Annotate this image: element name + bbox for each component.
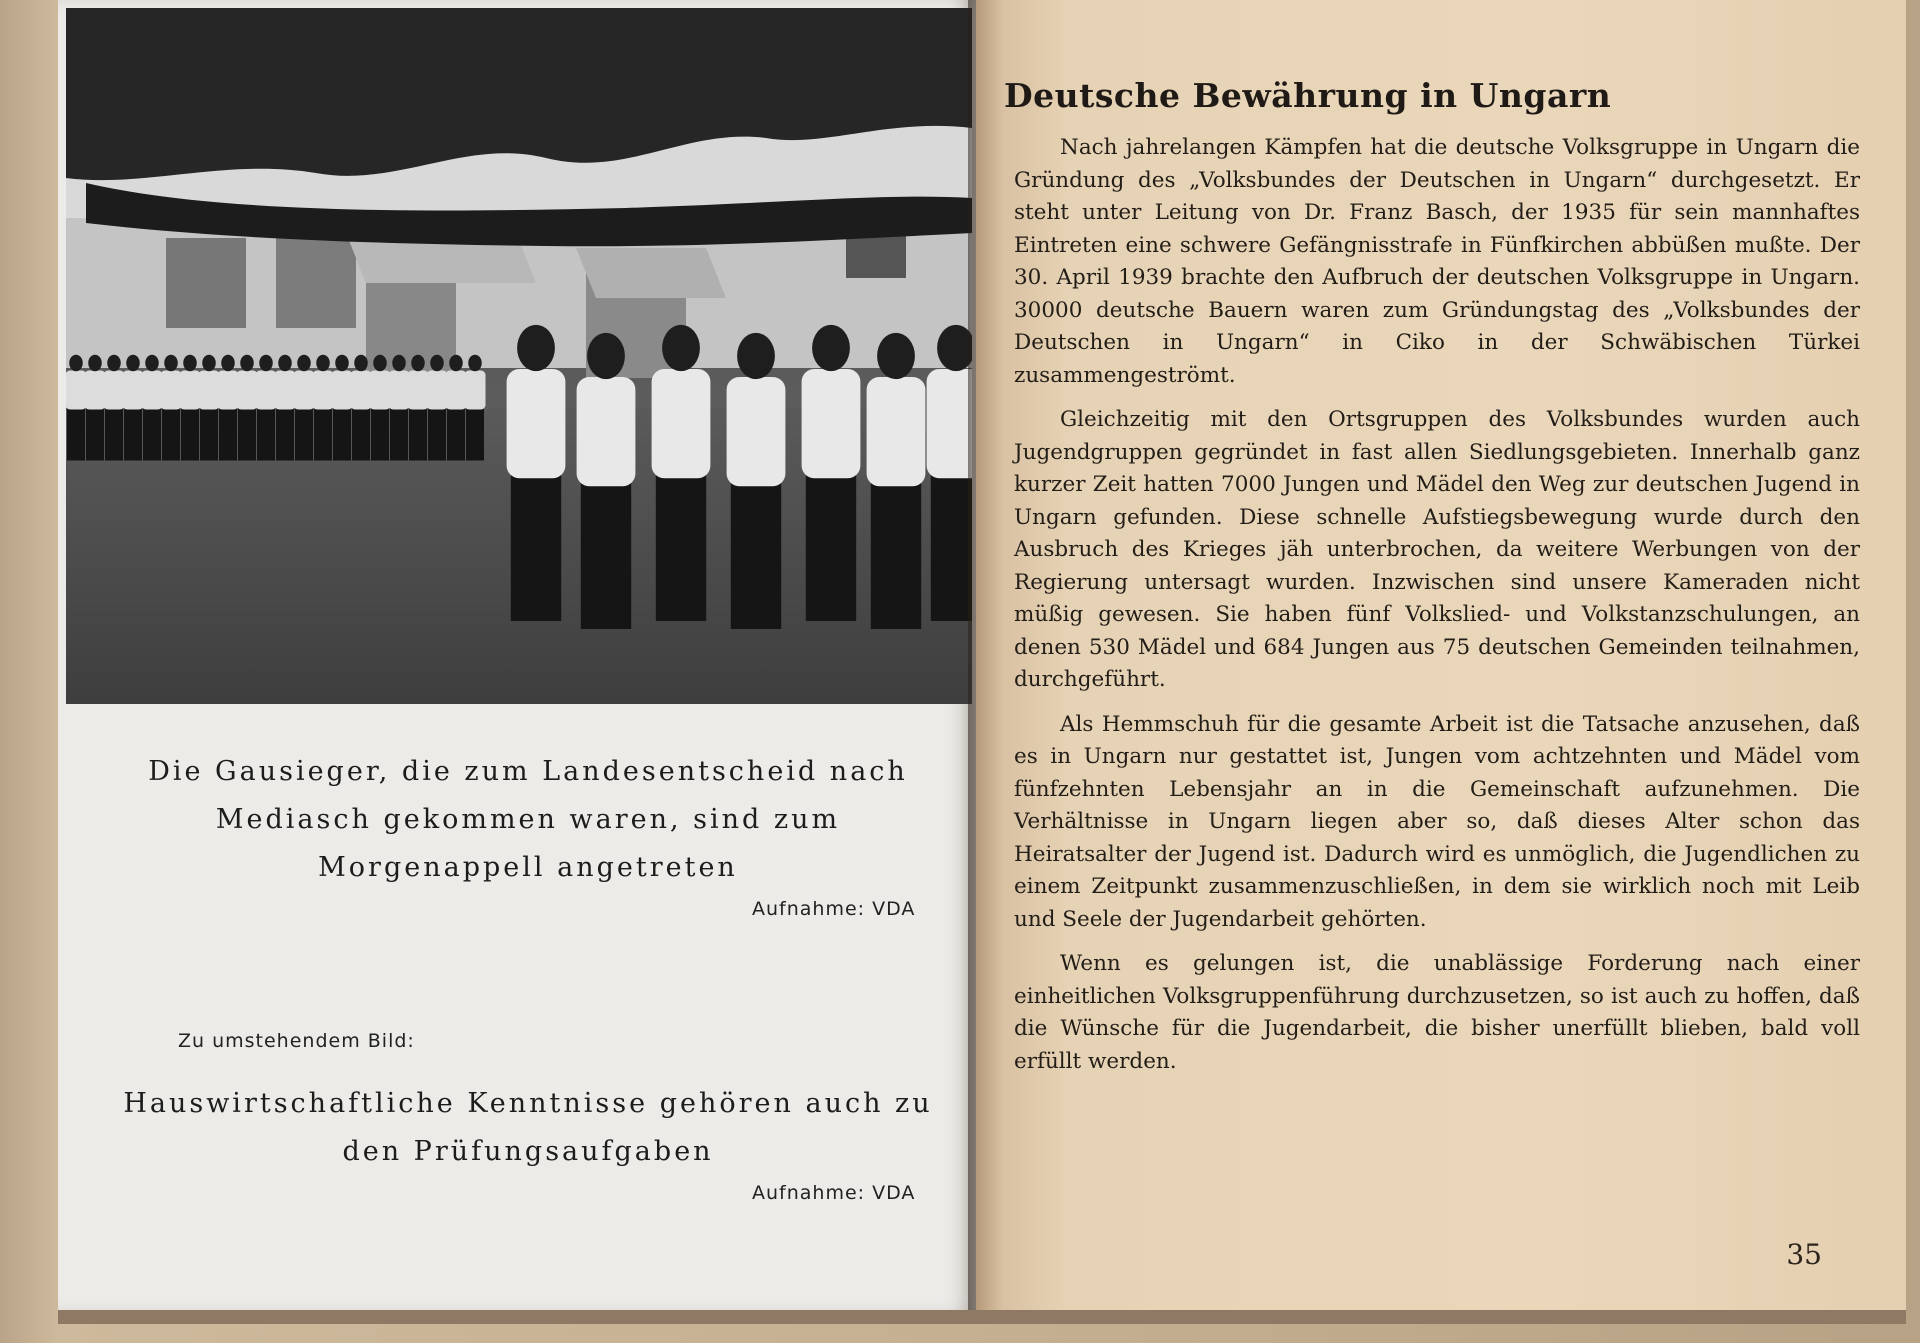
reverse-image-credit: Aufnahme: VDA <box>752 1182 916 1204</box>
reverse-image-caption: Hauswirtschaftliche Kenntnisse gehören auch zu den Prüfungsaufgaben <box>123 1088 933 1167</box>
paragraph-4: Wenn es gelungen ist, die unablässige Forderung nach einer einheitlichen Volksgruppenführung durchzusetzen, so ist auch zu hoffen, daß die Wünsche für die Jugendarbeit, die bisher unerfüllt blieben, bald voll erfüllt werden. <box>1014 951 1860 1074</box>
reverse-image-label: Zu umstehendem Bild: <box>178 1030 415 1052</box>
article-heading: Deutsche Bewährung in Ungarn <box>1004 76 1612 115</box>
photo-credit: Aufnahme: VDA <box>752 898 916 920</box>
paragraph-2: Gleichzeitig mit den Ortsgruppen des Volksbundes wurden auch Jugendgruppen gegründet in fast allen Siedlungsgebieten. Innerhalb ganz kurzer Zeit hatten 7000 Jungen und Mädel den Weg zur deutschen Jugend in Ungarn gefunden. Diese schnelle Aufstiegsbewegung wurde durch den Ausbruch des Krieges jäh unterbrochen, da weitere Werbungen von der Regierung untersagt wurden. Inzwischen sind unsere Kameraden nicht müßig gewesen. Sie haben fünf Volkslied- und Volkstanzschulungen, an denen 530 Mädel und 684 Jungen aus 75 deutschen Gemeinden teilnahmen, durchgeführt. <box>1014 407 1860 692</box>
paragraph-3: Als Hemmschuh für die gesamte Arbeit ist die Tatsache anzusehen, daß es in Ungarn nur gestattet ist, Jungen vom achtzehnten und Mädel vom fünfzehnten Lebensjahr an in die Gemeinschaft aufzunehmen. Die Verhältnisse in Ungarn liegen aber so, daß dieses Alter schon das Heiratsalter der Jugend ist. Dadurch wird es unmöglich, die Jugendlichen zu einem Zeitpunkt zusammenzuschließen, in dem sie wirklich noch mit Leib und Seele der Jugendarbeit gehörten. <box>1014 711 1860 932</box>
left-page <box>58 0 976 1312</box>
photo-caption: Die Gausieger, die zum Landesentscheid nach Mediasch gekommen waren, sind zum Morgenappell angetreten <box>148 756 908 883</box>
article-body <box>1014 132 1860 1090</box>
right-page <box>976 0 1906 1312</box>
book-bottom-edge <box>58 1310 1906 1324</box>
paragraph-1: Nach jahrelangen Kämpfen hat die deutsche Volksgruppe in Ungarn die Gründung des „Volksbundes der Deutschen in Ungarn“ durchgesetzt. Er steht unter Leitung von Dr. Franz Basch, der 1935 für sein mannhaftes Eintreten eine schwere Gefängnisstrafe in Fünfkirchen abbüßen mußte. Der 30. April 1939 brachte den Aufbruch der deutschen Volksgruppe in Ungarn. 30000 deutsche Bauern waren zum Gründungstag des „Volksbundes der Deutschen in Ungarn“ in Ciko in der Schwäbischen Türkei zusammengeströmt. <box>1014 135 1860 388</box>
morning-roll-call-photo <box>66 8 972 704</box>
page-number: 35 <box>1786 1238 1822 1271</box>
photo-image <box>66 8 972 704</box>
